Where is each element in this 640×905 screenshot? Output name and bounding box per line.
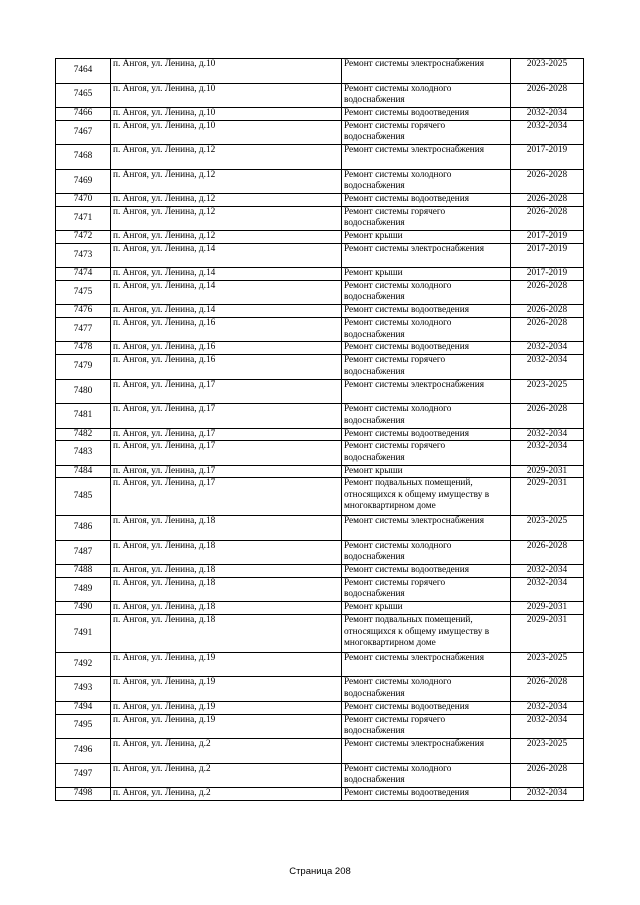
row-address: п. Ангоя, ул. Ленина, д.17: [111, 441, 342, 466]
row-number: 7475: [56, 280, 111, 305]
row-work-type: Ремонт системы электроснабжения: [342, 145, 511, 170]
row-work-type: Ремонт системы электроснабжения: [342, 739, 511, 764]
table-row: [56, 577, 584, 602]
row-address: п. Ангоя, ул. Ленина, д.18: [111, 540, 342, 565]
row-number: 7490: [56, 602, 111, 615]
table-body: [56, 59, 584, 801]
row-work-type: Ремонт крыши: [342, 268, 511, 281]
row-number: 7470: [56, 194, 111, 207]
row-work-type: Ремонт крыши: [342, 231, 511, 244]
row-work-type: Ремонт системы холодного водоснабжения: [342, 169, 511, 194]
row-address: п. Ангоя, ул. Ленина, д.12: [111, 194, 342, 207]
row-period: 2023-2025: [511, 652, 584, 677]
row-address: п. Ангоя, ул. Ленина, д.2: [111, 739, 342, 764]
row-number: 7465: [56, 83, 111, 108]
row-period: 2032-2034: [511, 108, 584, 121]
row-period: 2026-2028: [511, 677, 584, 702]
row-address: п. Ангоя, ул. Ленина, д.2: [111, 788, 342, 801]
row-number: 7488: [56, 565, 111, 578]
row-work-type: Ремонт системы электроснабжения: [342, 59, 511, 84]
row-number: 7489: [56, 577, 111, 602]
row-address: п. Ангоя, ул. Ленина, д.17: [111, 478, 342, 516]
row-number: 7466: [56, 108, 111, 121]
table-row: [56, 714, 584, 739]
row-period: 2017-2019: [511, 145, 584, 170]
table-row: [56, 169, 584, 194]
row-address: п. Ангоя, ул. Ленина, д.18: [111, 516, 342, 541]
row-work-type: Ремонт системы холодного водоснабжения: [342, 404, 511, 429]
row-number: 7479: [56, 355, 111, 380]
row-address: п. Ангоя, ул. Ленина, д.12: [111, 145, 342, 170]
table-row: [56, 268, 584, 281]
row-work-type: Ремонт системы холодного водоснабжения: [342, 540, 511, 565]
row-address: п. Ангоя, ул. Ленина, д.19: [111, 677, 342, 702]
row-work-type: Ремонт системы водоотведения: [342, 305, 511, 318]
row-address: п. Ангоя, ул. Ленина, д.2: [111, 763, 342, 788]
row-number: 7474: [56, 268, 111, 281]
row-address: п. Ангоя, ул. Ленина, д.10: [111, 83, 342, 108]
row-number: 7486: [56, 516, 111, 541]
row-address: п. Ангоя, ул. Ленина, д.18: [111, 614, 342, 652]
table-row: [56, 280, 584, 305]
row-work-type: Ремонт системы горячего водоснабжения: [342, 355, 511, 380]
row-period: 2032-2034: [511, 428, 584, 441]
row-period: 2026-2028: [511, 763, 584, 788]
table-row: [56, 194, 584, 207]
table-row: [56, 305, 584, 318]
row-work-type: Ремонт системы водоотведения: [342, 108, 511, 121]
row-work-type: Ремонт системы холодного водоснабжения: [342, 280, 511, 305]
row-address: п. Ангоя, ул. Ленина, д.17: [111, 465, 342, 478]
row-period: 2017-2019: [511, 243, 584, 268]
row-period: 2029-2031: [511, 602, 584, 615]
row-period: 2026-2028: [511, 83, 584, 108]
row-period: 2023-2025: [511, 379, 584, 404]
table-row: [56, 739, 584, 764]
row-address: п. Ангоя, ул. Ленина, д.12: [111, 206, 342, 231]
table-row: [56, 677, 584, 702]
table-row: [56, 243, 584, 268]
row-work-type: Ремонт системы горячего водоснабжения: [342, 714, 511, 739]
table-row: [56, 602, 584, 615]
row-address: п. Ангоя, ул. Ленина, д.17: [111, 379, 342, 404]
row-work-type: Ремонт системы горячего водоснабжения: [342, 441, 511, 466]
row-period: 2023-2025: [511, 516, 584, 541]
table-row: [56, 59, 584, 84]
row-period: 2032-2034: [511, 565, 584, 578]
row-number: 7464: [56, 59, 111, 84]
row-period: 2026-2028: [511, 305, 584, 318]
row-work-type: Ремонт системы водоотведения: [342, 788, 511, 801]
row-address: п. Ангоя, ул. Ленина, д.12: [111, 169, 342, 194]
row-work-type: Ремонт системы водоотведения: [342, 428, 511, 441]
row-work-type: Ремонт системы холодного водоснабжения: [342, 677, 511, 702]
page-number: Страница 208: [289, 866, 351, 877]
row-period: 2029-2031: [511, 614, 584, 652]
row-work-type: Ремонт системы горячего водоснабжения: [342, 206, 511, 231]
table-row: [56, 565, 584, 578]
row-address: п. Ангоя, ул. Ленина, д.18: [111, 602, 342, 615]
row-number: 7496: [56, 739, 111, 764]
row-period: 2026-2028: [511, 280, 584, 305]
table-row: [56, 120, 584, 145]
row-work-type: Ремонт подвальных помещений, относящихся к общему имуществу в многоквартирном доме: [342, 614, 511, 652]
table-row: [56, 540, 584, 565]
row-period: 2026-2028: [511, 194, 584, 207]
row-work-type: Ремонт системы водоотведения: [342, 565, 511, 578]
row-period: 2023-2025: [511, 59, 584, 84]
row-number: 7485: [56, 478, 111, 516]
row-period: 2032-2034: [511, 342, 584, 355]
row-number: 7493: [56, 677, 111, 702]
row-period: 2032-2034: [511, 355, 584, 380]
row-address: п. Ангоя, ул. Ленина, д.17: [111, 404, 342, 429]
table-row: [56, 317, 584, 342]
table-row: [56, 355, 584, 380]
row-work-type: Ремонт крыши: [342, 602, 511, 615]
row-work-type: Ремонт крыши: [342, 465, 511, 478]
row-period: 2029-2031: [511, 465, 584, 478]
row-period: 2026-2028: [511, 317, 584, 342]
row-number: 7482: [56, 428, 111, 441]
row-work-type: Ремонт системы электроснабжения: [342, 379, 511, 404]
row-number: 7478: [56, 342, 111, 355]
row-address: п. Ангоя, ул. Ленина, д.16: [111, 355, 342, 380]
table-row: [56, 206, 584, 231]
row-period: 2026-2028: [511, 404, 584, 429]
table-row: [56, 763, 584, 788]
row-work-type: Ремонт системы электроснабжения: [342, 243, 511, 268]
row-work-type: Ремонт системы холодного водоснабжения: [342, 317, 511, 342]
row-work-type: Ремонт системы электроснабжения: [342, 516, 511, 541]
row-period: 2026-2028: [511, 206, 584, 231]
table-row: [56, 478, 584, 516]
row-address: п. Ангоя, ул. Ленина, д.14: [111, 268, 342, 281]
row-number: 7483: [56, 441, 111, 466]
row-number: 7476: [56, 305, 111, 318]
row-period: 2017-2019: [511, 268, 584, 281]
table-row: [56, 428, 584, 441]
row-work-type: Ремонт системы горячего водоснабжения: [342, 120, 511, 145]
row-number: 7495: [56, 714, 111, 739]
row-work-type: Ремонт системы водоотведения: [342, 194, 511, 207]
table-row: [56, 145, 584, 170]
row-address: п. Ангоя, ул. Ленина, д.10: [111, 59, 342, 84]
row-number: 7481: [56, 404, 111, 429]
row-period: 2026-2028: [511, 540, 584, 565]
table-row: [56, 231, 584, 244]
row-address: п. Ангоя, ул. Ленина, д.19: [111, 652, 342, 677]
row-address: п. Ангоя, ул. Ленина, д.14: [111, 280, 342, 305]
row-address: п. Ангоя, ул. Ленина, д.14: [111, 243, 342, 268]
row-number: 7480: [56, 379, 111, 404]
table-row: [56, 701, 584, 714]
row-number: 7468: [56, 145, 111, 170]
row-period: 2023-2025: [511, 739, 584, 764]
row-address: п. Ангоя, ул. Ленина, д.17: [111, 428, 342, 441]
table-row: [56, 652, 584, 677]
row-address: п. Ангоя, ул. Ленина, д.12: [111, 231, 342, 244]
table-row: [56, 342, 584, 355]
row-address: п. Ангоя, ул. Ленина, д.14: [111, 305, 342, 318]
row-number: 7497: [56, 763, 111, 788]
row-work-type: Ремонт подвальных помещений, относящихся к общему имуществу в многоквартирном доме: [342, 478, 511, 516]
row-period: 2032-2034: [511, 441, 584, 466]
row-number: 7492: [56, 652, 111, 677]
row-period: 2032-2034: [511, 788, 584, 801]
row-address: п. Ангоя, ул. Ленина, д.18: [111, 577, 342, 602]
row-number: 7472: [56, 231, 111, 244]
row-work-type: Ремонт системы холодного водоснабжения: [342, 83, 511, 108]
row-work-type: Ремонт системы водоотведения: [342, 342, 511, 355]
table-row: [56, 108, 584, 121]
repair-schedule-table: [55, 58, 584, 801]
row-number: 7484: [56, 465, 111, 478]
row-number: 7469: [56, 169, 111, 194]
row-work-type: Ремонт системы водоотведения: [342, 701, 511, 714]
table-row: [56, 465, 584, 478]
row-period: 2017-2019: [511, 231, 584, 244]
row-period: 2026-2028: [511, 169, 584, 194]
row-period: 2032-2034: [511, 577, 584, 602]
row-number: 7498: [56, 788, 111, 801]
row-number: 7494: [56, 701, 111, 714]
table-row: [56, 404, 584, 429]
row-period: 2032-2034: [511, 701, 584, 714]
row-number: 7467: [56, 120, 111, 145]
row-work-type: Ремонт системы электроснабжения: [342, 652, 511, 677]
table-row: [56, 83, 584, 108]
row-number: 7471: [56, 206, 111, 231]
row-period: 2032-2034: [511, 714, 584, 739]
row-address: п. Ангоя, ул. Ленина, д.18: [111, 565, 342, 578]
row-period: 2029-2031: [511, 478, 584, 516]
row-work-type: Ремонт системы горячего водоснабжения: [342, 577, 511, 602]
row-number: 7473: [56, 243, 111, 268]
row-address: п. Ангоя, ул. Ленина, д.10: [111, 108, 342, 121]
table-row: [56, 441, 584, 466]
table-row: [56, 614, 584, 652]
table-row: [56, 379, 584, 404]
table-row: [56, 788, 584, 801]
row-number: 7487: [56, 540, 111, 565]
row-number: 7477: [56, 317, 111, 342]
row-period: 2032-2034: [511, 120, 584, 145]
row-number: 7491: [56, 614, 111, 652]
table-row: [56, 516, 584, 541]
row-address: п. Ангоя, ул. Ленина, д.10: [111, 120, 342, 145]
row-address: п. Ангоя, ул. Ленина, д.19: [111, 714, 342, 739]
row-address: п. Ангоя, ул. Ленина, д.16: [111, 342, 342, 355]
row-address: п. Ангоя, ул. Ленина, д.19: [111, 701, 342, 714]
row-work-type: Ремонт системы холодного водоснабжения: [342, 763, 511, 788]
row-address: п. Ангоя, ул. Ленина, д.16: [111, 317, 342, 342]
